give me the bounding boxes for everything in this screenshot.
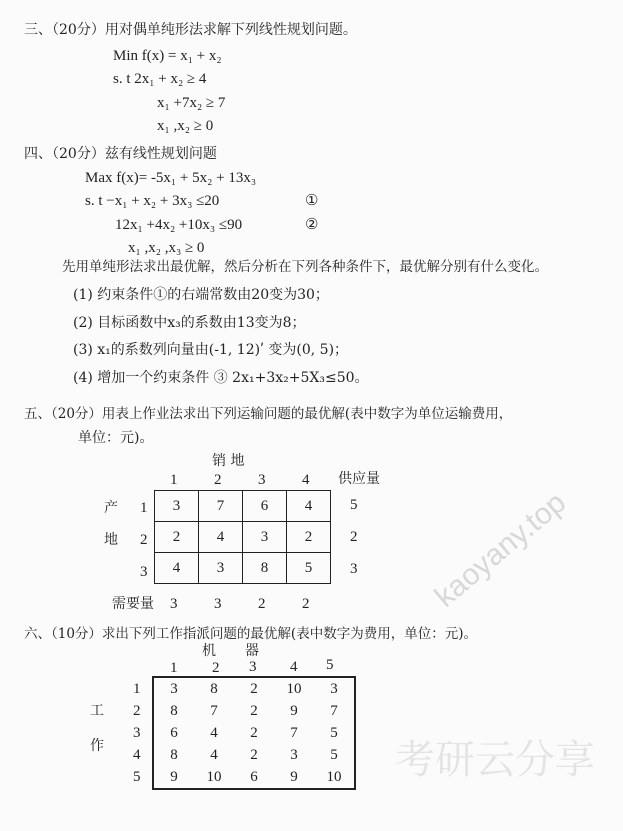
q6-row-header: 4 bbox=[133, 747, 141, 763]
q6-row-header: 2 bbox=[133, 703, 141, 719]
q5-col-title: 销 地 bbox=[212, 453, 245, 469]
table-row bbox=[153, 744, 355, 766]
table-row bbox=[153, 766, 355, 789]
table-row bbox=[155, 522, 331, 553]
q4-item: (3) x₁的系数列向量由(-1, 12)ʹ 变为(0, 5)； bbox=[73, 342, 349, 358]
cost-cell: 9 bbox=[290, 702, 298, 719]
cost-cell: 7 bbox=[210, 702, 218, 719]
q5-heading-cont: 单位：元)。 bbox=[78, 430, 154, 446]
q6-row-header: 1 bbox=[133, 681, 141, 697]
q5-supply: 5 bbox=[350, 497, 358, 513]
cost-cell: 8 bbox=[170, 702, 178, 719]
q5-demand: 2 bbox=[258, 596, 266, 612]
q3-nonneg: x₁ ,x₂ ≥ 0 bbox=[157, 118, 214, 134]
q3-heading: 三、（20分）用对偶单纯形法求解下列线性规划问题。 bbox=[24, 22, 357, 38]
transport-cost-table bbox=[154, 490, 331, 584]
q6-row-header: 3 bbox=[133, 725, 141, 741]
q6-col-title: 器 bbox=[245, 643, 259, 659]
q4-item: (2) 目标函数中x₃的系数由13变为8； bbox=[73, 315, 306, 331]
q6-col-title: 机 bbox=[202, 643, 216, 659]
cost-cell: 3 bbox=[330, 680, 338, 697]
cost-cell: 2 bbox=[155, 522, 199, 553]
q5-supply: 2 bbox=[350, 529, 358, 545]
q5-demand-label: 需要量 bbox=[112, 596, 154, 612]
q4-item: (1) 约束条件①的右端常数由20变为30； bbox=[73, 287, 329, 303]
cost-cell: 3 bbox=[170, 680, 178, 697]
q5-row-header: 1 bbox=[140, 500, 148, 516]
cost-cell: 7 bbox=[330, 702, 338, 719]
q5-demand: 3 bbox=[170, 596, 178, 612]
q6-row-header: 5 bbox=[133, 769, 141, 785]
cost-cell: 8 bbox=[243, 553, 287, 584]
cost-cell: 9 bbox=[170, 768, 178, 785]
q6-col-header: 3 bbox=[249, 659, 257, 675]
q5-supply-label: 供应量 bbox=[338, 471, 380, 487]
q5-row-header: 2 bbox=[140, 532, 148, 548]
watermark-url: kaoyany.top bbox=[428, 485, 573, 614]
cost-cell: 4 bbox=[210, 746, 218, 763]
q5-col-header: 3 bbox=[258, 472, 266, 488]
cost-cell: 2 bbox=[250, 724, 258, 741]
q5-demand: 3 bbox=[214, 596, 222, 612]
q5-col-header: 4 bbox=[302, 472, 310, 488]
q4-heading: 四、（20分）兹有线性规划问题 bbox=[24, 146, 217, 162]
q4-marker-2: ② bbox=[305, 217, 319, 233]
q3-constraint-2: x₁ +7x₂ ≥ 7 bbox=[157, 95, 226, 111]
q5-demand: 2 bbox=[302, 596, 310, 612]
q4-intro: 先用单纯形法求出最优解，然后分析在下列各种条件下，最优解分别有什么变化。 bbox=[62, 259, 548, 275]
q6-col-header: 4 bbox=[290, 659, 298, 675]
table-row bbox=[155, 491, 331, 522]
assignment-cost-table bbox=[152, 676, 356, 790]
cost-cell: 3 bbox=[199, 553, 243, 584]
q6-col-header: 5 bbox=[326, 657, 334, 673]
q4-constraint-2: 12x₁ +4x₂ +10x₃ ≤90 bbox=[115, 217, 243, 233]
watermark-script: 考研云分享 bbox=[395, 738, 595, 782]
cost-cell: 3 bbox=[243, 522, 287, 553]
q6-row-title: 作 bbox=[90, 738, 104, 754]
cost-cell: 5 bbox=[287, 553, 331, 584]
cost-cell: 6 bbox=[250, 768, 258, 785]
table-row bbox=[153, 700, 355, 722]
cost-cell: 7 bbox=[290, 724, 298, 741]
cost-cell: 10 bbox=[206, 768, 222, 785]
q6-col-header: 2 bbox=[212, 660, 220, 676]
q5-row-title: 产 bbox=[104, 500, 118, 516]
q4-nonneg: x₁ ,x₂ ,x₃ ≥ 0 bbox=[128, 240, 205, 256]
table-row bbox=[153, 722, 355, 744]
cost-cell: 2 bbox=[287, 522, 331, 553]
q6-row-title: 工 bbox=[90, 703, 104, 719]
q3-constraint-1: s. t 2x₁ + x₂ ≥ 4 bbox=[113, 71, 207, 87]
cost-cell: 2 bbox=[250, 746, 258, 763]
q6-heading: 六、（10分）求出下列工作指派问题的最优解(表中数字为费用，单位：元)。 bbox=[24, 626, 477, 642]
cost-cell: 4 bbox=[287, 491, 331, 522]
cost-cell: 9 bbox=[290, 768, 298, 785]
table-row bbox=[155, 553, 331, 584]
cost-cell: 4 bbox=[155, 553, 199, 584]
q5-col-header: 1 bbox=[170, 472, 178, 488]
q4-marker-1: ① bbox=[305, 193, 319, 209]
q3-objective: Min f(x) = x₁ + x₂ bbox=[113, 48, 222, 64]
cost-cell: 8 bbox=[210, 680, 218, 697]
q5-row-title: 地 bbox=[104, 532, 118, 548]
q5-supply: 3 bbox=[350, 561, 358, 577]
cost-cell: 2 bbox=[250, 702, 258, 719]
q5-heading: 五、（20分）用表上作业法求出下列运输问题的最优解(表中数字为单位运输费用， bbox=[24, 406, 513, 422]
cost-cell: 8 bbox=[170, 746, 178, 763]
cost-cell: 10 bbox=[326, 768, 342, 785]
q5-col-header: 2 bbox=[214, 472, 222, 488]
cost-cell: 5 bbox=[330, 746, 338, 763]
cost-cell: 3 bbox=[155, 491, 199, 522]
cost-cell: 7 bbox=[199, 491, 243, 522]
q5-row-header: 3 bbox=[140, 564, 148, 580]
cost-cell: 2 bbox=[250, 680, 258, 697]
cost-cell: 6 bbox=[170, 724, 178, 741]
q4-item: (4) 增加一个约束条件 ③ 2x₁+3x₂+5X₃≤50。 bbox=[73, 370, 369, 386]
cost-cell: 4 bbox=[199, 522, 243, 553]
cost-cell: 3 bbox=[290, 746, 298, 763]
q4-objective: Max f(x)= -5x₁ + 5x₂ + 13x₃ bbox=[85, 170, 257, 186]
cost-cell: 6 bbox=[243, 491, 287, 522]
q4-constraint-1: s. t −x₁ + x₂ + 3x₃ ≤20 bbox=[85, 193, 220, 209]
cost-cell: 4 bbox=[210, 724, 218, 741]
table-row bbox=[153, 677, 355, 700]
cost-cell: 10 bbox=[286, 680, 302, 697]
q6-col-header: 1 bbox=[170, 660, 178, 676]
cost-cell: 5 bbox=[330, 724, 338, 741]
